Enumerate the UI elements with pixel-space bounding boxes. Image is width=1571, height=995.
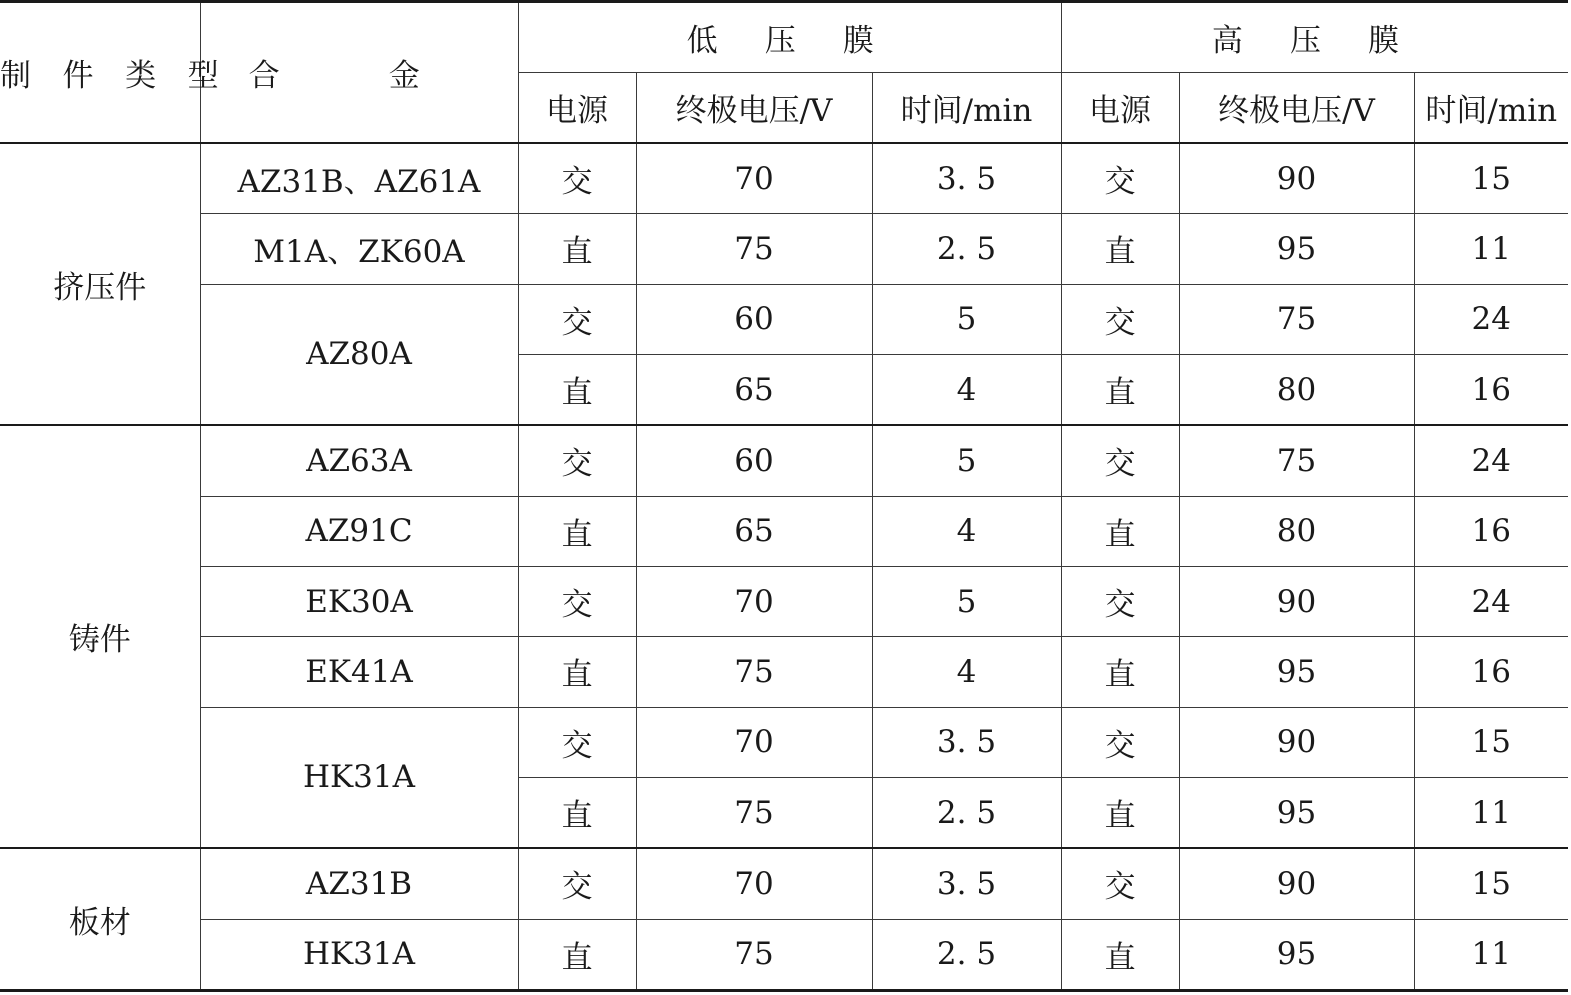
table-row [0, 425, 1568, 496]
low-power-cell: 直 [518, 919, 636, 990]
low-power-cell: 直 [518, 777, 636, 848]
high-power-cell: 交 [1061, 143, 1179, 214]
table-row [0, 707, 1568, 777]
header-low-voltage: 终极电压/V [636, 73, 872, 144]
low-power-cell: 交 [518, 848, 636, 919]
high-voltage-cell: 90 [1179, 143, 1414, 214]
low-time-cell: 3. 5 [872, 707, 1061, 777]
high-power-cell: 直 [1061, 637, 1179, 707]
high-voltage-cell: 90 [1179, 566, 1414, 636]
header-high-pressure-film: 高 压 膜 [1061, 2, 1568, 73]
high-power-cell: 直 [1061, 496, 1179, 566]
high-voltage-cell: 95 [1179, 777, 1414, 848]
low-time-cell: 3. 5 [872, 143, 1061, 214]
high-power-cell: 交 [1061, 425, 1179, 496]
high-power-cell: 交 [1061, 566, 1179, 636]
high-time-cell: 15 [1414, 143, 1568, 214]
table-row [0, 284, 1568, 354]
low-voltage-cell: 60 [636, 284, 872, 354]
high-time-cell: 16 [1414, 496, 1568, 566]
alloy-cell: HK31A [200, 707, 518, 848]
low-time-cell: 4 [872, 496, 1061, 566]
alloy-cell: M1A、ZK60A [200, 214, 518, 284]
low-power-cell: 直 [518, 637, 636, 707]
low-voltage-cell: 70 [636, 143, 872, 214]
low-voltage-cell: 70 [636, 707, 872, 777]
high-voltage-cell: 95 [1179, 919, 1414, 990]
high-time-cell: 16 [1414, 354, 1568, 425]
high-time-cell: 24 [1414, 566, 1568, 636]
low-power-cell: 交 [518, 566, 636, 636]
low-voltage-cell: 75 [636, 777, 872, 848]
table-row [0, 919, 1568, 990]
low-power-cell: 交 [518, 143, 636, 214]
part-type-cell: 铸件 [0, 425, 200, 848]
low-time-cell: 4 [872, 637, 1061, 707]
low-voltage-cell: 65 [636, 354, 872, 425]
high-voltage-cell: 80 [1179, 354, 1414, 425]
high-voltage-cell: 90 [1179, 707, 1414, 777]
alloy-cell: HK31A [200, 919, 518, 990]
low-voltage-cell: 75 [636, 214, 872, 284]
high-time-cell: 11 [1414, 214, 1568, 284]
high-power-cell: 直 [1061, 214, 1179, 284]
low-voltage-cell: 60 [636, 425, 872, 496]
high-power-cell: 直 [1061, 354, 1179, 425]
header-part-type: 制 件 类 型 [0, 2, 200, 144]
table-row [0, 214, 1568, 284]
low-voltage-cell: 70 [636, 566, 872, 636]
part-type-cell: 板材 [0, 848, 200, 990]
low-voltage-cell: 65 [636, 496, 872, 566]
high-time-cell: 24 [1414, 284, 1568, 354]
low-time-cell: 5 [872, 284, 1061, 354]
table-row [0, 496, 1568, 566]
low-power-cell: 交 [518, 284, 636, 354]
low-power-cell: 交 [518, 425, 636, 496]
low-time-cell: 2. 5 [872, 919, 1061, 990]
low-time-cell: 2. 5 [872, 214, 1061, 284]
high-time-cell: 15 [1414, 707, 1568, 777]
high-voltage-cell: 90 [1179, 848, 1414, 919]
high-voltage-cell: 80 [1179, 496, 1414, 566]
part-type-cell: 挤压件 [0, 143, 200, 425]
alloy-cell: AZ31B [200, 848, 518, 919]
header-alloy: 合 金 [200, 2, 518, 144]
high-time-cell: 11 [1414, 777, 1568, 848]
table-row [0, 637, 1568, 707]
alloy-cell: AZ63A [200, 425, 518, 496]
high-power-cell: 交 [1061, 848, 1179, 919]
alloy-cell: EK30A [200, 566, 518, 636]
table-row [0, 566, 1568, 636]
header-low-time: 时间/min [872, 73, 1061, 144]
high-voltage-cell: 95 [1179, 637, 1414, 707]
low-time-cell: 4 [872, 354, 1061, 425]
alloy-cell: EK41A [200, 637, 518, 707]
low-time-cell: 5 [872, 425, 1061, 496]
high-time-cell: 11 [1414, 919, 1568, 990]
header-low-power: 电源 [518, 73, 636, 144]
header-row-1 [0, 2, 1568, 73]
table-row [0, 143, 1568, 214]
header-high-power: 电源 [1061, 73, 1179, 144]
low-power-cell: 直 [518, 496, 636, 566]
low-power-cell: 直 [518, 214, 636, 284]
low-voltage-cell: 70 [636, 848, 872, 919]
high-power-cell: 交 [1061, 707, 1179, 777]
low-voltage-cell: 75 [636, 919, 872, 990]
table-body [0, 143, 1568, 991]
low-power-cell: 交 [518, 707, 636, 777]
high-voltage-cell: 95 [1179, 214, 1414, 284]
low-time-cell: 3. 5 [872, 848, 1061, 919]
alloy-cell: AZ80A [200, 284, 518, 425]
low-power-cell: 直 [518, 354, 636, 425]
low-time-cell: 5 [872, 566, 1061, 636]
high-power-cell: 直 [1061, 777, 1179, 848]
alloy-cell: AZ31B、AZ61A [200, 143, 518, 214]
high-time-cell: 24 [1414, 425, 1568, 496]
alloy-cell: AZ91C [200, 496, 518, 566]
header-high-voltage: 终极电压/V [1179, 73, 1414, 144]
header-high-time: 时间/min [1414, 73, 1568, 144]
low-voltage-cell: 75 [636, 637, 872, 707]
high-power-cell: 直 [1061, 919, 1179, 990]
high-voltage-cell: 75 [1179, 425, 1414, 496]
low-time-cell: 2. 5 [872, 777, 1061, 848]
table-row [0, 848, 1568, 919]
header-low-pressure-film: 低 压 膜 [518, 2, 1061, 73]
high-time-cell: 16 [1414, 637, 1568, 707]
high-power-cell: 交 [1061, 284, 1179, 354]
high-time-cell: 15 [1414, 848, 1568, 919]
high-voltage-cell: 75 [1179, 284, 1414, 354]
